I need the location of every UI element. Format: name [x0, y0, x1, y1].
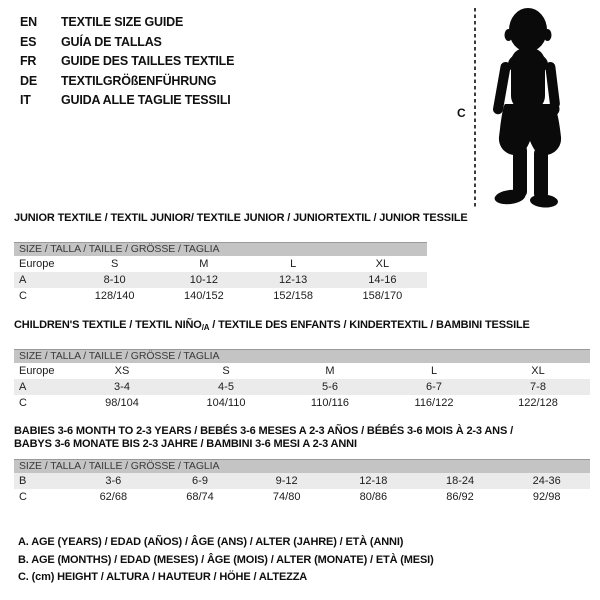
size-cell: M — [199, 258, 209, 270]
language-code: IT — [20, 93, 31, 107]
title-part: / TEXTILE DES ENFANTS / KINDERTEXTIL / BAMBINI TESSILE — [209, 319, 530, 331]
size-cell: S — [222, 365, 230, 377]
language-row-de — [20, 72, 234, 92]
height-cell: 122/128 — [518, 397, 558, 409]
height-cell: 86/92 — [446, 491, 474, 503]
language-row-fr — [20, 52, 234, 72]
language-row-it — [20, 91, 234, 111]
row-label: A — [19, 274, 27, 286]
table-row-age — [14, 272, 427, 288]
junior-size-table — [14, 212, 468, 304]
height-cell: 98/104 — [105, 397, 139, 409]
age-cell: 3-6 — [105, 475, 122, 487]
size-header-bar: SIZE / TALLA / TAILLE / GRÖSSE / TAGLIA — [14, 242, 427, 256]
age-cell: 5-6 — [322, 381, 338, 393]
children-table-title — [14, 319, 590, 334]
legend-line-b: B. AGE (MONTHS) / EDAD (MESES) / ÂGE (MOIS) / ALTER (MONATE) / ETÀ (MESI) — [18, 553, 434, 566]
babies-size-table — [14, 425, 590, 505]
row-label: Europe — [19, 365, 55, 377]
size-cell: L — [290, 258, 297, 270]
table-row-height — [14, 395, 590, 411]
language-row-es — [20, 33, 234, 53]
height-cell: 80/86 — [359, 491, 388, 503]
size-cell: XS — [114, 365, 130, 377]
height-measure-label: C — [457, 106, 466, 120]
height-cell: 152/158 — [273, 290, 313, 302]
size-cell: L — [430, 365, 438, 377]
language-code: EN — [20, 15, 37, 29]
height-cell: 68/74 — [186, 491, 214, 503]
babies-table-title-line2: BABYS 3-6 MONATE BIS 2-3 JAHRE / BAMBINI 3-6 MESI A 2-3 ANNI — [14, 438, 357, 450]
age-cell: 6-7 — [426, 381, 442, 393]
row-label: Europe — [19, 258, 55, 270]
size-header-bar: SIZE / TALLA / TAILLE / GRÖSSE / TAGLIA — [14, 349, 590, 363]
height-cell: 92/98 — [532, 491, 561, 503]
babies-table-title-line1: BABIES 3-6 MONTH TO 2-3 YEARS / BEBÉS 3-6 MESES A 2-3 AÑOS / BÉBÉS 3-6 MOIS À 2-3 ANS / — [14, 425, 513, 437]
language-title: GUIDA ALLE TAGLIE TESSILI — [61, 93, 231, 107]
row-label: A — [19, 381, 27, 393]
height-cell: 62/68 — [99, 491, 128, 503]
row-label: C — [19, 491, 27, 503]
age-cell: 3-4 — [114, 381, 130, 393]
row-label: B — [19, 475, 27, 487]
language-header — [20, 13, 234, 111]
title-subscript: /A — [201, 323, 210, 332]
language-title: GUÍA DE TALLAS — [61, 34, 162, 49]
age-cell: 10-12 — [189, 274, 218, 286]
height-cell: 140/152 — [183, 290, 224, 302]
legend-line-c: C. (cm) HEIGHT / ALTURA / HAUTEUR / HÖHE / ALTEZZA — [18, 571, 308, 583]
age-cell: 12-13 — [279, 274, 308, 286]
table-row-age-months — [14, 473, 590, 489]
height-measure-dashed-line — [474, 8, 476, 208]
language-code: FR — [20, 54, 37, 68]
language-title: TEXTILE SIZE GUIDE — [61, 15, 184, 29]
age-cell: 12-18 — [359, 475, 388, 487]
row-label: C — [19, 397, 27, 409]
legend-line-a: A. AGE (YEARS) / EDAD (AÑOS) / ÂGE (ANS) / ALTER (JAHRE) / ETÀ (ANNI) — [18, 536, 404, 548]
table-row-age — [14, 379, 590, 395]
size-header-bar: SIZE / TALLA / TAILLE / GRÖSSE / TAGLIA — [14, 459, 590, 473]
legend — [18, 534, 434, 587]
age-cell: 18-24 — [445, 475, 475, 487]
height-cell: 74/80 — [272, 491, 301, 503]
language-title: TEXTILGRÖßENFÜHRUNG — [61, 73, 217, 88]
height-cell: 116/122 — [414, 397, 454, 409]
height-cell: 128/140 — [94, 290, 135, 302]
age-cell: 4-5 — [218, 381, 234, 393]
title-part: CHILDREN'S TEXTILE / TEXTIL NIÑO — [14, 319, 202, 331]
age-cell: 7-8 — [530, 381, 546, 393]
height-cell: 158/170 — [362, 290, 403, 302]
table-row-europe — [14, 363, 590, 379]
age-cell: 14-16 — [368, 274, 397, 286]
age-cell: 24-36 — [532, 475, 561, 487]
table-row-height — [14, 489, 590, 505]
table-row-height — [14, 288, 427, 304]
junior-table-title: JUNIOR TEXTILE / TEXTIL JUNIOR/ TEXTILE JUNIOR / JUNIORTEXTIL / JUNIOR TESSILE — [14, 212, 468, 224]
age-cell: 9-12 — [275, 475, 298, 487]
age-cell: 6-9 — [192, 475, 208, 487]
children-size-table — [14, 319, 590, 411]
size-cell: XL — [531, 365, 545, 377]
language-title: GUIDE DES TAILLES TEXTILE — [61, 54, 235, 68]
table-row-europe — [14, 256, 427, 272]
language-code: DE — [20, 73, 37, 88]
language-row-en — [20, 13, 234, 33]
language-code: ES — [20, 34, 37, 49]
size-cell: S — [110, 258, 119, 270]
height-cell: 110/116 — [310, 397, 350, 409]
size-cell: M — [325, 365, 335, 377]
height-cell: 104/110 — [206, 397, 246, 409]
toddler-silhouette-image — [483, 6, 579, 208]
row-label: C — [19, 290, 27, 302]
size-cell: XL — [375, 258, 390, 270]
age-cell: 8-10 — [103, 274, 126, 286]
